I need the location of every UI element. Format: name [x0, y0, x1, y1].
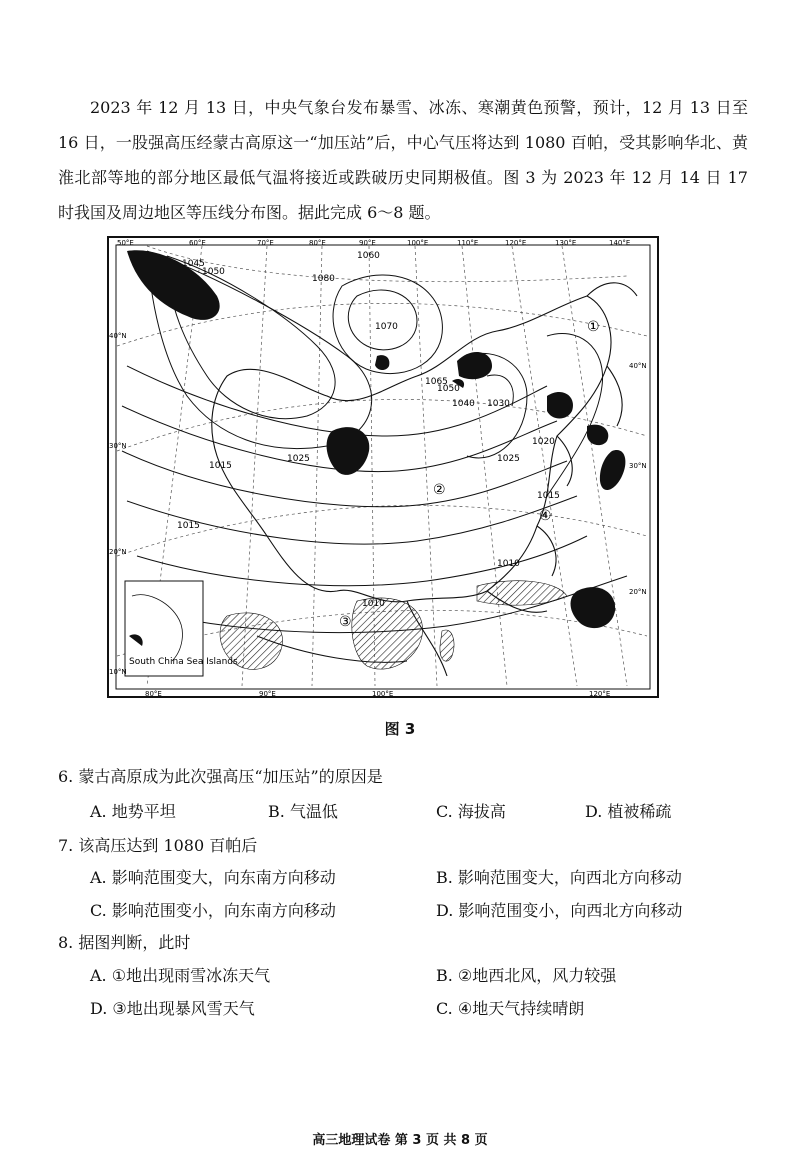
isobar-label: 1025	[287, 454, 310, 464]
q8-option-b[interactable]: B. ②地西北风，风力较强	[436, 966, 617, 985]
isobar-label: 1015	[177, 521, 200, 531]
figure-caption: 图 3	[384, 720, 416, 738]
isobar-label: 1010	[362, 599, 385, 609]
q7-option-a[interactable]: A. 影响范围变大，向东南方向移动	[90, 868, 336, 887]
lon-label: 80°E	[309, 239, 326, 247]
lon-label: 70°E	[257, 239, 274, 247]
lon-label: 110°E	[457, 239, 479, 247]
lat-label: 40°N	[629, 362, 647, 370]
lat-label: 20°N	[629, 588, 647, 596]
isobar-label: 1045	[182, 259, 205, 269]
isobar-map	[107, 236, 659, 698]
lon-label: 120°E	[505, 239, 527, 247]
isobar-label: 1030	[487, 399, 510, 409]
isobar-label: 1050	[202, 267, 225, 277]
isobar-label: 1065	[425, 377, 448, 387]
marker-2: ②	[433, 482, 446, 498]
lon-label: 50°E	[117, 239, 134, 247]
lat-label: 30°N	[109, 442, 127, 450]
q8-option-a[interactable]: A. ①地出现雨雪冰冻天气	[90, 966, 271, 985]
lon-label: 80°E	[145, 690, 162, 698]
q7-option-b[interactable]: B. 影响范围变大，向西北方向移动	[436, 868, 682, 887]
isobar-label: 1015	[537, 491, 560, 501]
q6-option-c[interactable]: C. 海拔高	[436, 802, 506, 821]
q6-option-b[interactable]: B. 气温低	[268, 802, 338, 821]
question-7-stem: 7. 该高压达到 1080 百帕后	[58, 836, 258, 855]
q6-option-a[interactable]: A. 地势平坦	[90, 802, 176, 821]
q8-option-c[interactable]: C. ④地天气持续晴朗	[436, 999, 585, 1018]
question-8-stem: 8. 据图判断，此时	[58, 933, 191, 952]
intro-paragraph	[58, 90, 748, 230]
question-6-stem: 6. 蒙古高原成为此次强高压“加压站”的原因是	[58, 767, 383, 786]
intro-text: 2023 年 12 月 13 日，中央气象台发布暴雪、冰冻、寒潮黄色预警，预计，12 月 13 日至 16 日，一股强高压经蒙古高原这一“加压站”后，中心气压将达到 1080 百帕，受其影响华北、黄淮北部等地的部分地区最低气温将接近或跌破历史同期极值。图 3 为 2023 年 12 月 14 日 17 时我国及周边地区等压线分布图。据此完成 6～8 题。	[58, 98, 748, 222]
marker-1: ①	[587, 319, 600, 335]
lon-label: 120°E	[589, 690, 611, 698]
isobar-label: 1040	[452, 399, 475, 409]
lat-label: 30°N	[629, 462, 647, 470]
page-footer: 高三地理试卷 第 3 页 共 8 页	[312, 1133, 488, 1148]
isobar-label: 1070	[375, 322, 398, 332]
marker-3: ③	[339, 614, 352, 630]
isobar-label: 1060	[357, 251, 380, 261]
q8-option-d[interactable]: D. ③地出现暴风雪天气	[90, 999, 255, 1018]
lat-label: 40°N	[109, 332, 127, 340]
lat-label: 20°N	[109, 548, 127, 556]
marker-4: ④	[539, 508, 552, 524]
isobar-label: 1025	[497, 454, 520, 464]
q7-option-c[interactable]: C. 影响范围变小，向东南方向移动	[90, 901, 336, 920]
lon-label: 60°E	[189, 239, 206, 247]
isobar-label: 1020	[532, 437, 555, 447]
lon-label: 90°E	[259, 690, 276, 698]
lon-label: 140°E	[609, 239, 631, 247]
isobar-label: 1050	[437, 384, 460, 394]
isobar-label: 1080	[312, 274, 335, 284]
q6-option-d[interactable]: D. 植被稀疏	[585, 802, 672, 821]
lat-label: 10°N	[109, 668, 127, 676]
isobar-label: 1010	[497, 559, 520, 569]
isobar-label: 1015	[209, 461, 232, 471]
inset-label: South China Sea Islands	[129, 657, 238, 667]
lon-label: 100°E	[372, 690, 394, 698]
lon-label: 130°E	[555, 239, 577, 247]
lon-label: 90°E	[359, 239, 376, 247]
isobar-map-figure	[107, 236, 659, 698]
q7-option-d[interactable]: D. 影响范围变小，向西北方向移动	[436, 901, 683, 920]
lon-label: 100°E	[407, 239, 429, 247]
